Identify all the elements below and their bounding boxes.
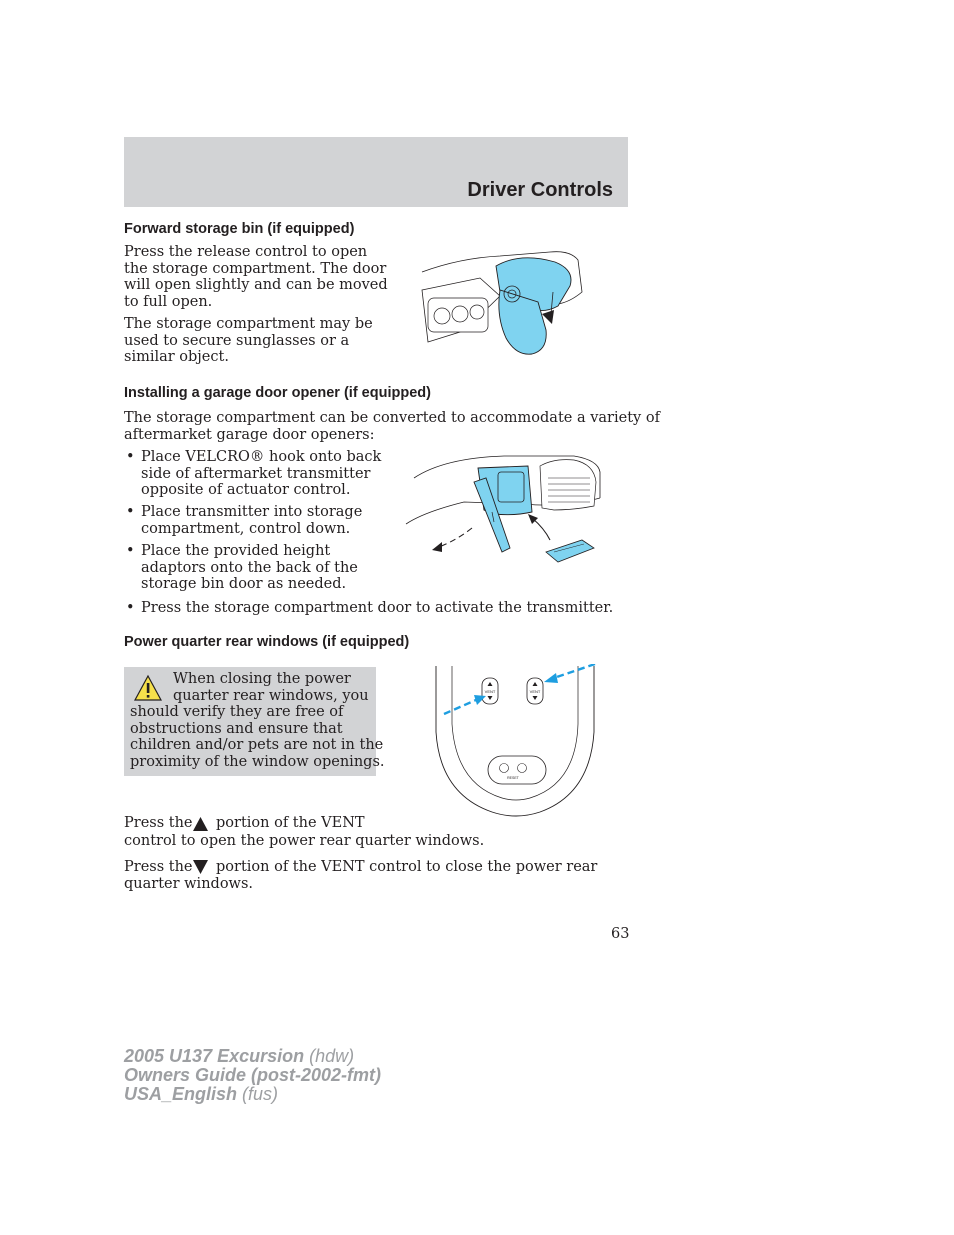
bullet-dot: • xyxy=(126,600,135,616)
section-header-band xyxy=(124,137,628,207)
document-footer xyxy=(124,1047,381,1104)
down-arrow-icon xyxy=(192,859,209,875)
text-line: storage bin door as needed. xyxy=(141,576,347,592)
text-line: Press the release control to open xyxy=(124,244,368,260)
bullet-dot: • xyxy=(126,543,135,559)
text-line: similar object. xyxy=(124,349,229,365)
section-title: Driver Controls xyxy=(467,179,613,201)
text-line: control to open the power rear quarter windows. xyxy=(124,833,485,849)
text-line: Place VELCRO® hook onto back xyxy=(141,449,382,465)
text-fragment: Press the xyxy=(124,859,193,875)
footer-language: USA_English xyxy=(124,1084,238,1104)
bullet-dot: • xyxy=(126,449,135,465)
heading-forward-storage-bin: Forward storage bin (if equipped) xyxy=(124,221,355,237)
vent-label-right: VENT xyxy=(529,689,541,694)
warning-text-line: children and/or pets are not in the xyxy=(130,737,384,753)
forward-bin-paragraph-1 xyxy=(124,244,388,310)
warning-text-line: quarter rear windows, you xyxy=(173,687,369,704)
text-line: side of aftermarket transmitter xyxy=(141,465,371,482)
text-line: Place the provided height xyxy=(141,543,331,559)
garage-opener-illustration xyxy=(404,452,602,572)
text-fragment: Press the xyxy=(124,815,193,831)
warning-text-line: obstructions and ensure that xyxy=(130,720,343,737)
warning-text-line: When closing the power xyxy=(173,671,351,687)
text-line: Place transmitter into storage xyxy=(141,504,363,520)
text-fragment: portion of the VENT control to close the power rear xyxy=(216,859,598,875)
text-line: opposite of actuator control. xyxy=(141,482,351,498)
text-line: aftermarket garage door openers: xyxy=(124,426,375,443)
text-line: the storage compartment. The door xyxy=(124,260,387,277)
text-line: The storage compartment can be converted to accommodate a variety of xyxy=(124,410,660,426)
text-line: will open slightly and can be moved xyxy=(124,277,388,293)
vent-label-left: VENT xyxy=(484,689,496,694)
vent-open-instruction xyxy=(124,815,193,832)
heading-power-quarter-windows: Power quarter rear windows (if equipped) xyxy=(124,634,410,650)
page-number: 63 xyxy=(611,926,630,942)
reset-label: RESET xyxy=(507,776,519,780)
forward-bin-paragraph-2 xyxy=(124,316,373,366)
text-fragment: portion of the VENT xyxy=(216,815,365,831)
up-arrow-icon xyxy=(192,816,209,832)
storage-bin-illustration xyxy=(420,246,585,364)
vent-console-illustration xyxy=(432,664,600,820)
warning-triangle-icon xyxy=(133,674,163,702)
text-line: Press the storage compartment door to activate the transmitter. xyxy=(141,600,614,616)
footer-guide: Owners Guide (post-2002-fmt) xyxy=(124,1065,382,1085)
warning-text-line: should verify they are free of xyxy=(130,704,344,720)
warning-box xyxy=(124,667,385,776)
text-line: to full open. xyxy=(124,293,213,310)
text-line: adaptors onto the back of the xyxy=(141,559,358,576)
warning-text-line: proximity of the window openings. xyxy=(130,753,385,770)
footer-model: 2005 U137 Excursion xyxy=(124,1046,305,1066)
footer-language-code: (fus) xyxy=(242,1084,279,1104)
text-line: The storage compartment may be xyxy=(124,316,373,332)
text-line: quarter windows. xyxy=(124,876,254,892)
bullet-dot: • xyxy=(126,504,135,520)
text-line: compartment, control down. xyxy=(141,520,351,537)
heading-garage-door-opener: Installing a garage door opener (if equipped) xyxy=(124,385,431,401)
garage-intro-paragraph xyxy=(124,410,660,443)
footer-model-code: (hdw) xyxy=(309,1046,355,1066)
text-line: used to secure sunglasses or a xyxy=(124,332,350,349)
